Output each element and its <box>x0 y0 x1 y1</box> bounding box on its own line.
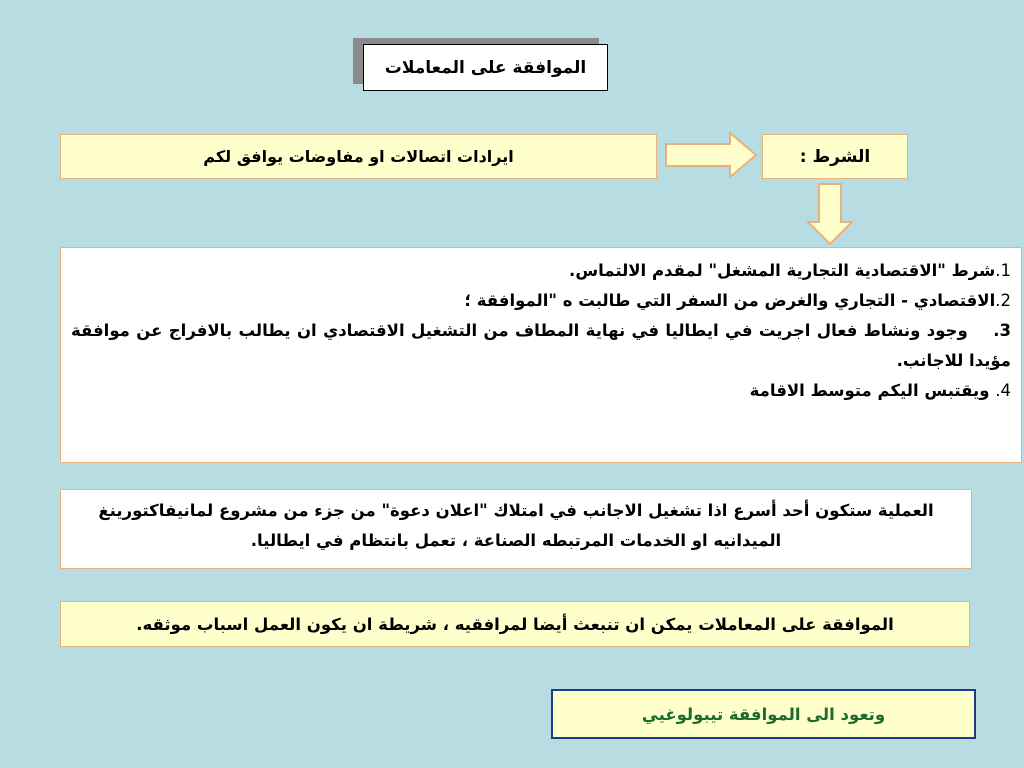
list-item-number: 2. <box>995 291 1011 310</box>
list-item-text: ويقتبس اليكم متوسط الاقامة <box>749 381 990 400</box>
list-item-text: وجود ونشاط فعال اجريت في ايطاليا في نهاية المطاف من التشغيل الاقتصادي ان يطالب بالافراج عن موافقة مؤيدا للاجانب. <box>71 321 1011 370</box>
list-item-text: الاقتصادي - التجاري والغرض من السفر التي طالبت ه "الموافقة ؛ <box>464 291 996 310</box>
arrow-right-icon <box>664 131 758 179</box>
return-link-box[interactable]: وتعود الى الموافقة تيبولوغيي <box>551 689 976 739</box>
condition-label-box: الشرط : <box>762 134 908 179</box>
list-item <box>71 316 1011 376</box>
list-item <box>71 256 1011 286</box>
list-item-number: 1. <box>995 261 1011 280</box>
notice-text-box: الموافقة على المعاملات يمكن ان تنبعث أيضا لمرافقيه ، شريطة ان يكون العمل اسباب موثقه. <box>60 601 970 647</box>
arrow-down-icon <box>806 182 854 246</box>
conditions-list <box>60 247 1022 463</box>
list-item-number: 4. <box>995 381 1011 400</box>
process-text-box: العملية ستكون أحد أسرع اذا تشغيل الاجانب في امتلاك "اعلان دعوة" من جزء من مشروع لمانيفاكتورينغ الميدانيه او الخدمات المرتبطه الصناعة ، تعمل بانتظام في ايطاليا. <box>60 489 972 569</box>
list-item-number: 3. <box>993 321 1012 340</box>
list-item <box>71 286 1011 316</box>
condition-value-box: ايرادات اتصالات او مفاوضات يوافق لكم <box>60 134 657 179</box>
page-title: الموافقة على المعاملات <box>363 44 608 91</box>
list-item <box>71 376 1011 406</box>
list-item-text: شرط "الاقتصادية التجارية المشغل" لمقدم الالتماس. <box>569 261 996 280</box>
